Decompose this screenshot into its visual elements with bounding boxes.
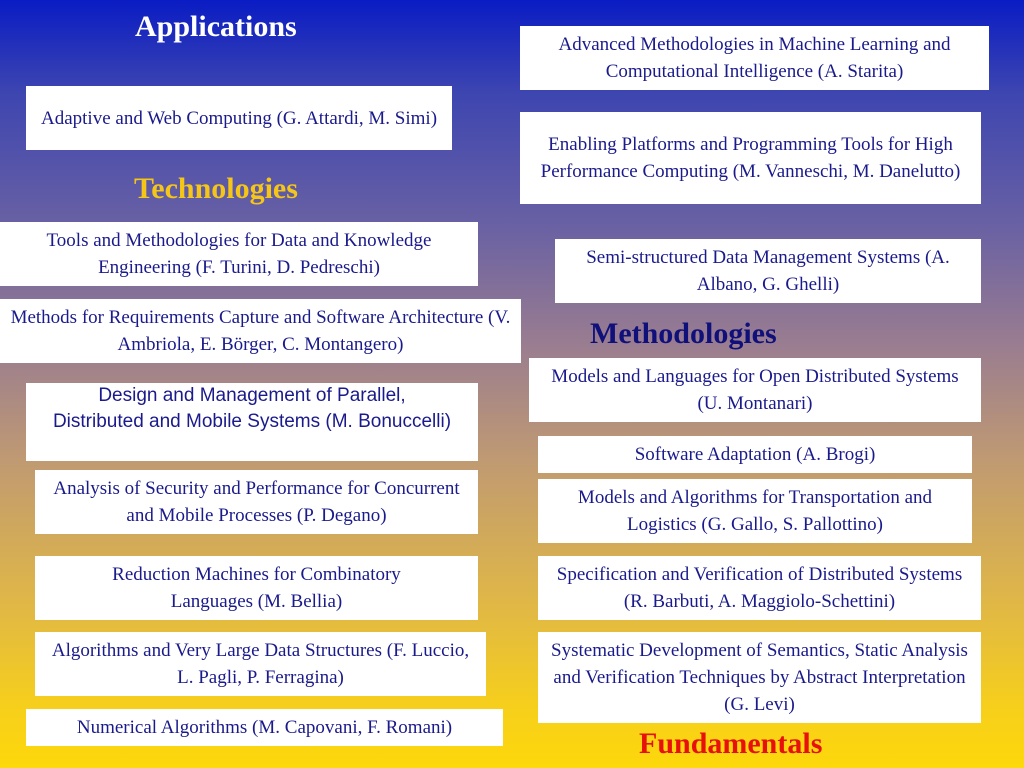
area-box-machine-learning: Advanced Methodologies in Machine Learning and Computational Intelligence (A. Starita) <box>520 26 989 90</box>
area-box-reduction-machines: Reduction Machines for Combinatory Languages (M. Bellia) <box>35 556 478 620</box>
area-box-distributed-systems-verification: Specification and Verification of Distributed Systems (R. Barbuti, A. Maggiolo-Schettini) <box>538 556 981 620</box>
heading-fundamentals: Fundamentals <box>639 727 823 760</box>
area-box-transportation-logistics: Models and Algorithms for Transportation and Logistics (G. Gallo, S. Pallottino) <box>538 479 972 543</box>
heading-applications: Applications <box>135 10 297 43</box>
area-box-high-performance-computing: Enabling Platforms and Programming Tools for High Performance Computing (M. Vanneschi, M. Danelutto) <box>520 112 981 204</box>
area-box-parallel-distributed-mobile: Design and Management of Parallel, Distributed and Mobile Systems (M. Bonuccelli) <box>26 383 478 461</box>
area-box-security-performance: Analysis of Security and Performance for Concurrent and Mobile Processes (P. Degano) <box>35 470 478 534</box>
area-box-numerical-algorithms: Numerical Algorithms (M. Capovani, F. Romani) <box>26 709 503 746</box>
area-box-adaptive-web-computing: Adaptive and Web Computing (G. Attardi, M. Simi) <box>26 86 452 150</box>
area-box-algorithms-large-data: Algorithms and Very Large Data Structures (F. Luccio, L. Pagli, P. Ferragina) <box>35 632 486 696</box>
area-box-requirements-software-architecture: Methods for Requirements Capture and Software Architecture (V. Ambriola, E. Börger, C. Montangero) <box>0 299 521 363</box>
area-box-abstract-interpretation: Systematic Development of Semantics, Static Analysis and Verification Techniques by Abstract Interpretation (G. Levi) <box>538 632 981 723</box>
area-box-open-distributed-systems: Models and Languages for Open Distributed Systems (U. Montanari) <box>529 358 981 422</box>
area-box-data-knowledge-engineering: Tools and Methodologies for Data and Knowledge Engineering (F. Turini, D. Pedreschi) <box>0 222 478 286</box>
area-box-software-adaptation: Software Adaptation (A. Brogi) <box>538 436 972 473</box>
heading-technologies: Technologies <box>134 172 298 205</box>
heading-methodologies: Methodologies <box>590 317 777 350</box>
area-box-semi-structured-data: Semi-structured Data Management Systems (A. Albano, G. Ghelli) <box>555 239 981 303</box>
